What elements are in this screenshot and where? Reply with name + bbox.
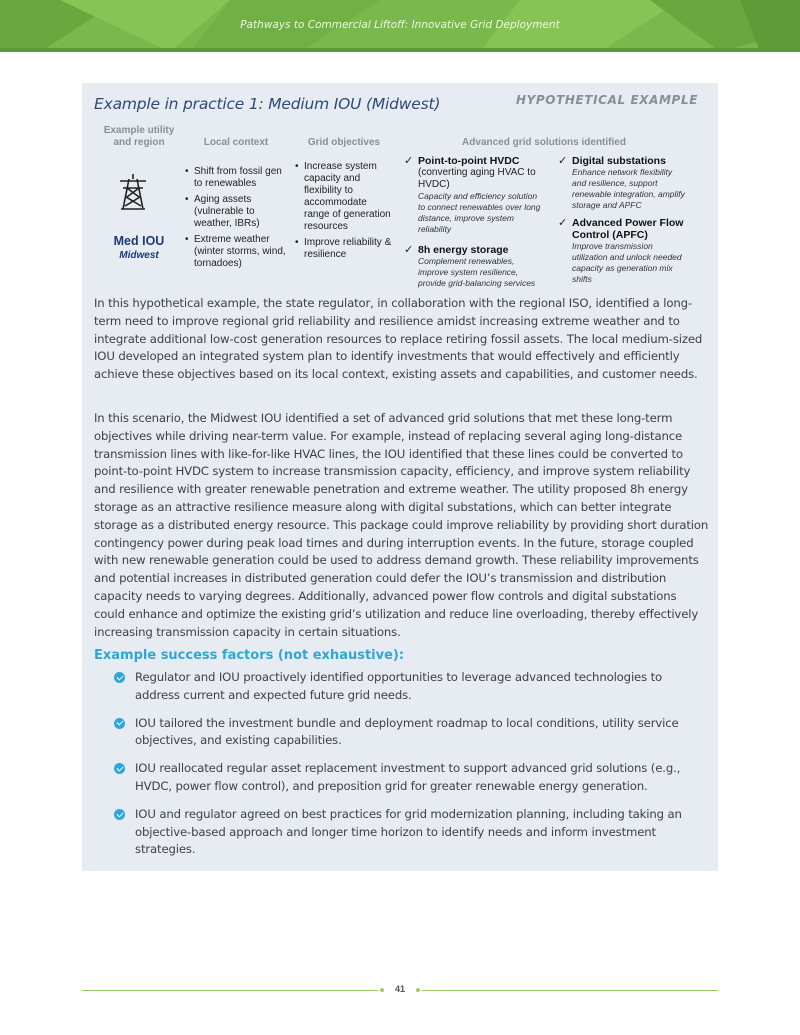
check-circle-icon bbox=[114, 809, 125, 820]
success-title: Example success factors (not exhaustive): bbox=[94, 648, 405, 663]
objective-item: • Increase system capacity and flexibility to accommodate range of generation resources bbox=[294, 161, 394, 233]
footer-rule-left bbox=[82, 990, 378, 991]
solution-desc: Enhance network flexibility and resilience, support renewable integration, amplify storage and APFC bbox=[572, 167, 685, 210]
solution-desc: Improve transmission utilization and unlock needed capacity as generation mix shifts bbox=[572, 241, 682, 284]
solution-item bbox=[558, 217, 688, 285]
solution-desc: Capacity and efficiency solution to connect renewables over long distance, improve system reliability bbox=[418, 191, 541, 234]
success-item: IOU tailored the investment bundle and deployment roadmap to local conditions, utility service objectives, and existing capabilities. bbox=[114, 715, 704, 751]
utility-name: Med IOU bbox=[113, 234, 165, 248]
solution-name: 8h energy storage bbox=[418, 244, 509, 256]
hypothetical-badge: HYPOTHETICAL EXAMPLE bbox=[515, 93, 698, 107]
check-circle-icon bbox=[114, 672, 125, 683]
success-item: Regulator and IOU proactively identified opportunities to leverage advanced technologies to address current and expected future grid needs. bbox=[114, 669, 704, 705]
check-circle-icon bbox=[114, 763, 125, 774]
paragraph: In this hypothetical example, the state regulator, in collaboration with the regional ISO, identified a long-term need to improve regional grid reliability and resilience amidst increasing extreme weather and to integrate additional low-cost generation resources to replace retiring fossil assets. The local medium-sized IOU developed an integrated system plan to identify investments that would effectively and efficiently achieve these objectives based on its local context, existing assets and capabilities, and customer needs. bbox=[94, 296, 703, 382]
col-header-objectives: Grid objectives bbox=[307, 137, 381, 148]
col-header-utility: Example utility and region bbox=[103, 125, 175, 148]
check-circle-icon bbox=[114, 718, 125, 729]
solution-name: Advanced Power Flow Control (APFC) bbox=[572, 217, 684, 241]
utility-region: Midwest bbox=[119, 250, 159, 261]
context-item: • Extreme weather (winter storms, wind, tornadoes) bbox=[184, 234, 288, 270]
header-banner bbox=[0, 0, 800, 52]
footer-rule-right bbox=[422, 990, 718, 991]
context-item: • Aging assets (vulnerable to weather, IBRs) bbox=[184, 194, 288, 230]
example-title: Example in practice 1: Medium IOU (Midwest) bbox=[94, 95, 441, 113]
page-number: 41 bbox=[394, 984, 405, 994]
success-list bbox=[114, 669, 704, 869]
local-context-list bbox=[184, 166, 288, 274]
check-icon: ✓ bbox=[558, 217, 568, 229]
objective-item: • Improve reliability & resilience bbox=[294, 237, 394, 261]
context-item: • Shift from fossil gen to renewables bbox=[184, 166, 288, 190]
solution-name: Digital substations bbox=[572, 155, 666, 167]
solutions-left bbox=[404, 155, 544, 293]
check-icon: ✓ bbox=[404, 244, 414, 256]
success-item: IOU and regulator agreed on best practices for grid modernization planning, including taking an objective-based approach and longer time horizon to identify needs and inform investment strategies. bbox=[114, 806, 704, 859]
solution-item bbox=[558, 155, 688, 211]
check-icon: ✓ bbox=[404, 155, 414, 167]
transmission-tower-icon bbox=[116, 172, 150, 212]
paragraph: In this scenario, the Midwest IOU identified a set of advanced grid solutions that met these long-term objectives while driving near-term value. For example, instead of replacing several aging long-distance transmission lines with like-for-like HVAC lines, the IOU identified that these lines could be converted to point-to-point HVDC system to increase transmission capacity, efficiency, and improve system reliability and resilience with greater renewable penetration and extreme weather. The utility proposed 8h energy storage as an attractive resilience measure along with digital substations, which can better integrate storage as a distributed energy resource. This package could improve reliability by providing short duration contingency power during peak load times and during interruption events. In the future, storage coupled with new renewable generation could be used to address demand growth. These reliability improvements and potential increases in distributed generation could defer the IOU’s transmission and distribution capacity needs to varying degrees. Additionally, advanced power flow controls and digital substations could enhance and optimize the existing grid’s utilization and reduce line overloading, thereby effectively increasing transmission capacity in certain situations. bbox=[94, 411, 709, 639]
solutions-right bbox=[558, 155, 688, 289]
solution-item bbox=[404, 155, 544, 235]
success-item: IOU reallocated regular asset replacement investment to support advanced grid solutions (e.g., HVDC, power flow control), and preposition grid for greater renewable energy generation. bbox=[114, 760, 704, 796]
header-title: Pathways to Commercial Liftoff: Innovative Grid Deployment bbox=[240, 19, 560, 31]
solution-sub: (converting aging HVAC to HVDC) bbox=[418, 167, 536, 190]
col-header-solutions: Advanced grid solutions identified bbox=[462, 137, 626, 148]
solution-desc: Complement renewables, improve system resilience, provide grid-balancing services bbox=[418, 256, 536, 288]
grid-objectives-list bbox=[294, 161, 394, 265]
solution-name: Point-to-point HVDC bbox=[418, 155, 520, 167]
solution-item bbox=[404, 244, 544, 289]
check-icon: ✓ bbox=[558, 155, 568, 167]
footer-dot-right bbox=[416, 988, 420, 992]
col-header-context: Local context bbox=[203, 137, 269, 148]
